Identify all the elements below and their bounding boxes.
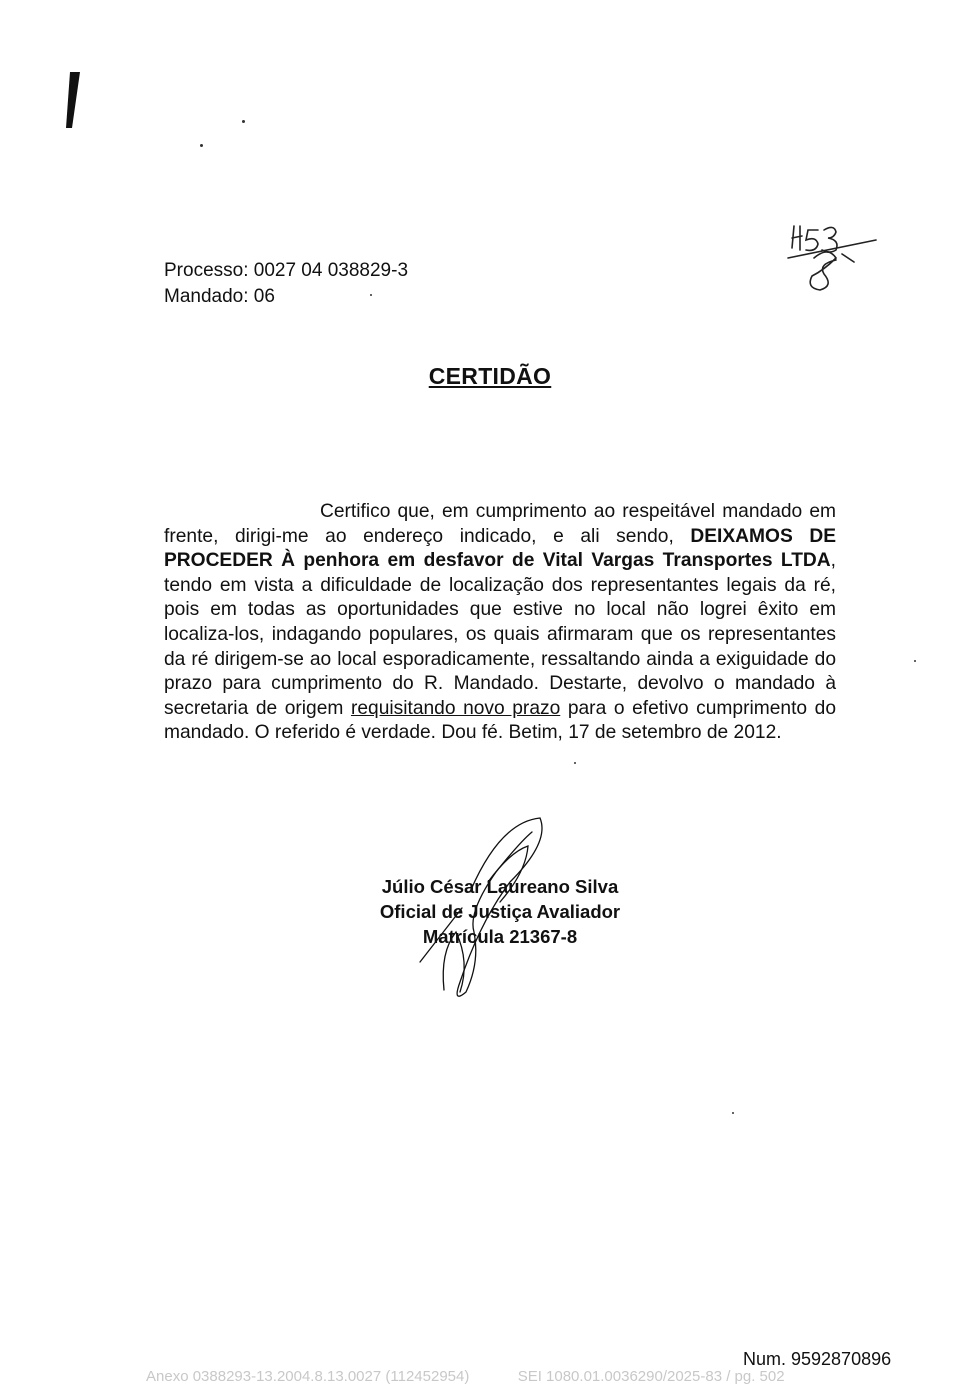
document-number: Num. 9592870896 (743, 1349, 892, 1369)
signer-name: Júlio César Laureano Silva (381, 876, 619, 897)
body-text-part1: Certifico que, em cumprimento ao respeitável mandado em frente, dirigi-me ao endereço indicado, e ali sendo, (164, 501, 836, 547)
scan-speck (200, 144, 203, 147)
folio-handwritten-number (784, 218, 880, 298)
body-text-bold: DEIXAMOS DE PROCEDER À penhora em desfavor de Vital Vargas Transportes LTDA (164, 525, 836, 572)
signer-role: Oficial de Justiça Avaliador (379, 901, 621, 922)
handwritten-signature (400, 812, 570, 1012)
body-text-underlined: requisitando novo prazo (350, 697, 561, 719)
mandado-line: Mandado: 06 (164, 286, 275, 307)
case-header (164, 258, 408, 310)
body-text-part3: para o efetivo cumprimento do mandado. O referido é verdade. Dou fé. Betim, 17 de setembro de 2012. (164, 697, 836, 744)
scan-speck (242, 120, 245, 123)
certificate-body (164, 500, 836, 746)
annex-reference: Anexo 0388293-13.2004.8.13.0027 (112452954) (146, 1368, 470, 1385)
processo-line: Processo: 0027 04 038829-3 (164, 260, 409, 281)
body-text-part2: , tendo em vista a dificuldade de localização dos representantes legais da ré, pois em todas as oportunidades que estive no local não logrei êxito em localiza-los, indagando populares, os quais afirmaram que os representantes da ré dirigem-se ao local esporadicamente, ressaltando ainda a exiguidade do prazo para cumprimento do R. Mandado. Destarte, devolvo o mandado à secretaria de origem (164, 550, 836, 719)
scan-speck (574, 762, 576, 764)
sei-reference: SEI 1080.01.0036290/2025-83 / pg. 502 (517, 1368, 785, 1385)
document-title: CERTIDÃO (428, 363, 552, 389)
scan-speck (732, 1112, 734, 1114)
annex-footer (146, 1368, 785, 1385)
signer-registration: Matrícula 21367-8 (422, 926, 578, 947)
scan-speck (914, 660, 916, 662)
scan-slash-mark (64, 72, 80, 128)
